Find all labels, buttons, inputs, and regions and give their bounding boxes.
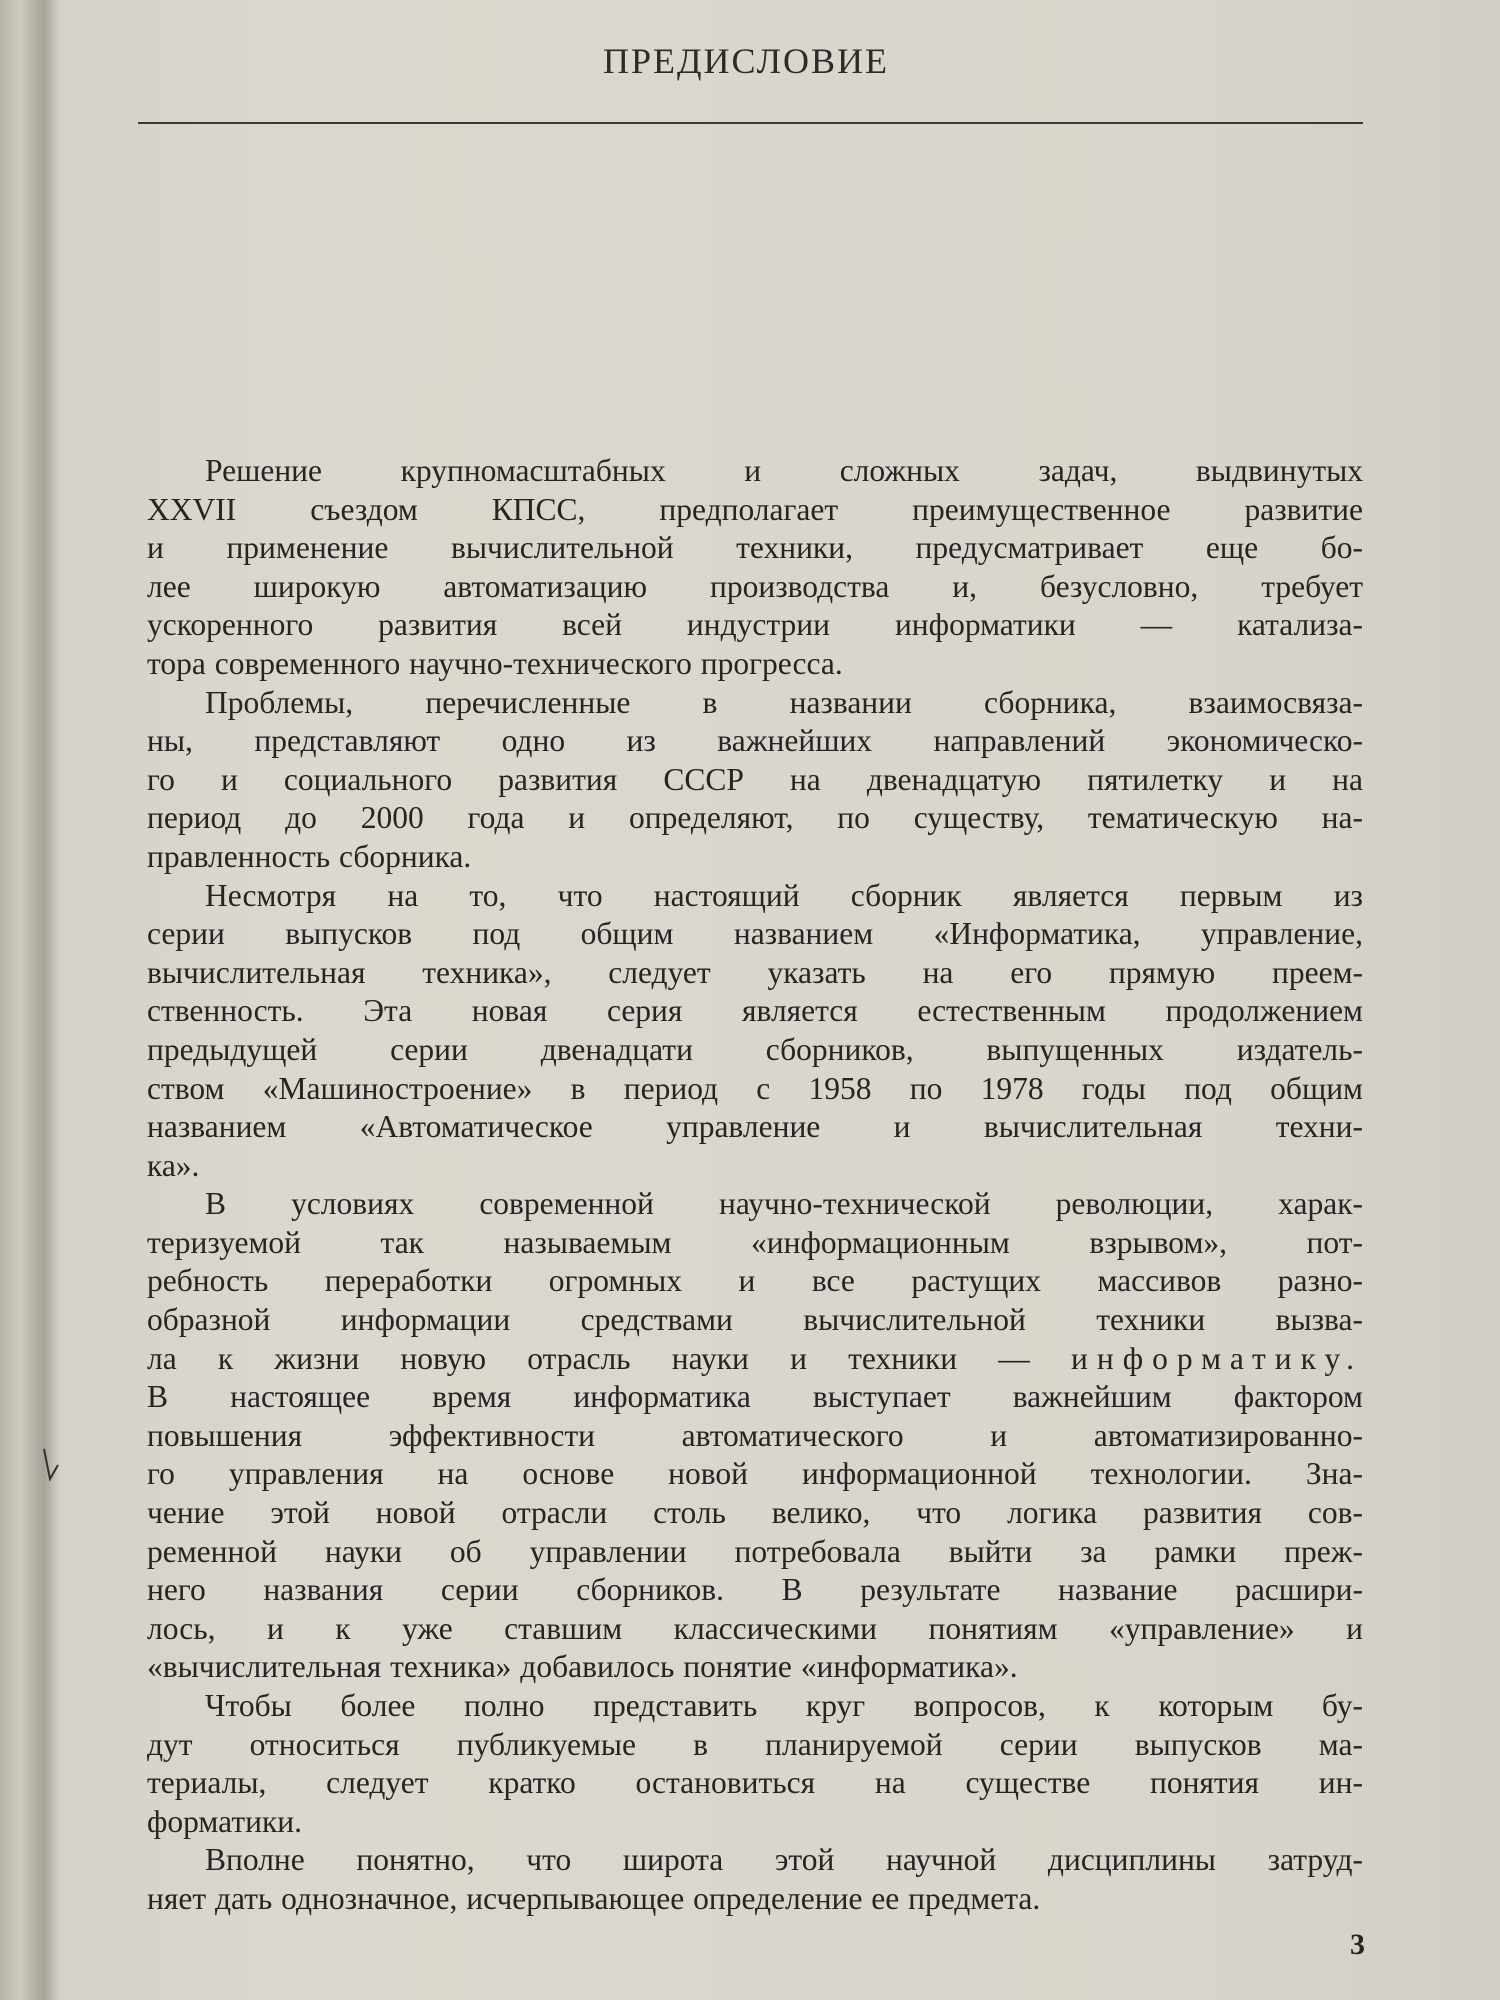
text-line: XXVII съездом КПСС, предполагает преимущественное развитие <box>147 491 1363 527</box>
text-line: период до 2000 года и определяют, по существу, тематическую на- <box>147 800 1363 836</box>
text-line: ственность. Эта новая серия является естественным продолжением <box>147 993 1363 1029</box>
page-number: 3 <box>1350 1928 1365 1961</box>
text-line: предыдущей серии двенадцати сборников, выпущенных издатель- <box>147 1031 1363 1067</box>
page-title: ПРЕДИСЛОВИЕ <box>602 41 890 81</box>
pencil-mark-icon <box>40 1445 64 1485</box>
text-line: «вычислительная техника» добавилось понятие «информатика». <box>147 1649 1018 1685</box>
text-line: Несмотря на то, что настоящий сборник является первым из <box>205 877 1363 913</box>
text-line: Чтобы более полно представить круг вопросов, к которым бу- <box>205 1688 1363 1723</box>
text-line: ла к жизни новую отрасль науки и техники — информатику. <box>147 1340 1363 1376</box>
text-line: го и социального развития СССР на двенадцатую пятилетку и на <box>147 761 1363 797</box>
text-line: ны, представляют одно из важнейших направлений экономическо- <box>147 723 1363 759</box>
text-line: ством «Машиностроение» в период с 1958 по 1978 годы под общим <box>147 1070 1363 1106</box>
text-line: няет дать однозначное, исчерпывающее определение ее предмета. <box>147 1880 1041 1916</box>
text-line: тора современного научно-технического прогресса. <box>147 645 843 681</box>
text-line: Проблемы, перечисленные в названии сборника, взаимосвяза- <box>205 684 1363 720</box>
text-line: и применение вычислительной техники, предусматривает еще бо- <box>147 530 1363 566</box>
text-line: него названия серии сборников. В результате название расшири- <box>147 1572 1363 1608</box>
text-line: Решение крупномасштабных и сложных задач, выдвинутых <box>205 453 1363 488</box>
text-line: ременной науки об управлении потребовала выйти за рамки преж- <box>147 1533 1363 1569</box>
text-line: дут относиться публикуемые в планируемой серии выпусков ма- <box>147 1726 1363 1762</box>
text-line: В условиях современной научно-технической революции, харак- <box>205 1186 1363 1222</box>
text-line: повышения эффективности автоматического и автоматизированно- <box>147 1417 1363 1453</box>
text-line: лее широкую автоматизацию производства и, безусловно, требует <box>147 568 1363 604</box>
text-line: вычислительная техника», следует указать на его прямую преем- <box>147 954 1363 990</box>
text-line: го управления на основе новой информационной технологии. Зна- <box>147 1456 1363 1492</box>
text-line: теризуемой так называемым «информационным взрывом», пот- <box>147 1224 1363 1260</box>
paragraph <box>147 684 1363 877</box>
text-line: серии выпусков под общим названием «Информатика, управление, <box>147 916 1363 952</box>
text-line: правленность сборника. <box>147 838 472 874</box>
paragraph <box>147 1185 1363 1687</box>
body-text <box>147 452 1363 1919</box>
paragraph <box>147 1841 1363 1918</box>
paragraph <box>147 452 1363 684</box>
text-line: ребность переработки огромных и все растущих массивов разно- <box>147 1263 1363 1299</box>
text-line: образной информации средствами вычислительной техники вызва- <box>147 1302 1363 1338</box>
text-line: В настоящее время информатика выступает важнейшим фактором <box>147 1379 1363 1415</box>
paragraph <box>147 877 1363 1186</box>
text-line: Вполне понятно, что широта этой научной дисциплины затруд- <box>205 1842 1363 1878</box>
text-line: форматики. <box>147 1803 302 1839</box>
header-rule <box>138 122 1363 124</box>
text-line: названием «Автоматическое управление и вычислительная техни- <box>147 1109 1363 1145</box>
text-line: териалы, следует кратко остановиться на существе понятия ин- <box>147 1765 1363 1801</box>
text-line: ускоренного развития всей индустрии информатики — катализа- <box>147 607 1363 643</box>
text-line: лось, и к уже ставшим классическими понятиям «управление» и <box>147 1610 1363 1646</box>
text-line: ка». <box>147 1147 200 1183</box>
emphasized-term: информатику. <box>1071 1340 1363 1376</box>
paragraph <box>147 1687 1363 1841</box>
text-line: чение этой новой отрасли столь велико, что логика развития сов- <box>147 1495 1363 1531</box>
